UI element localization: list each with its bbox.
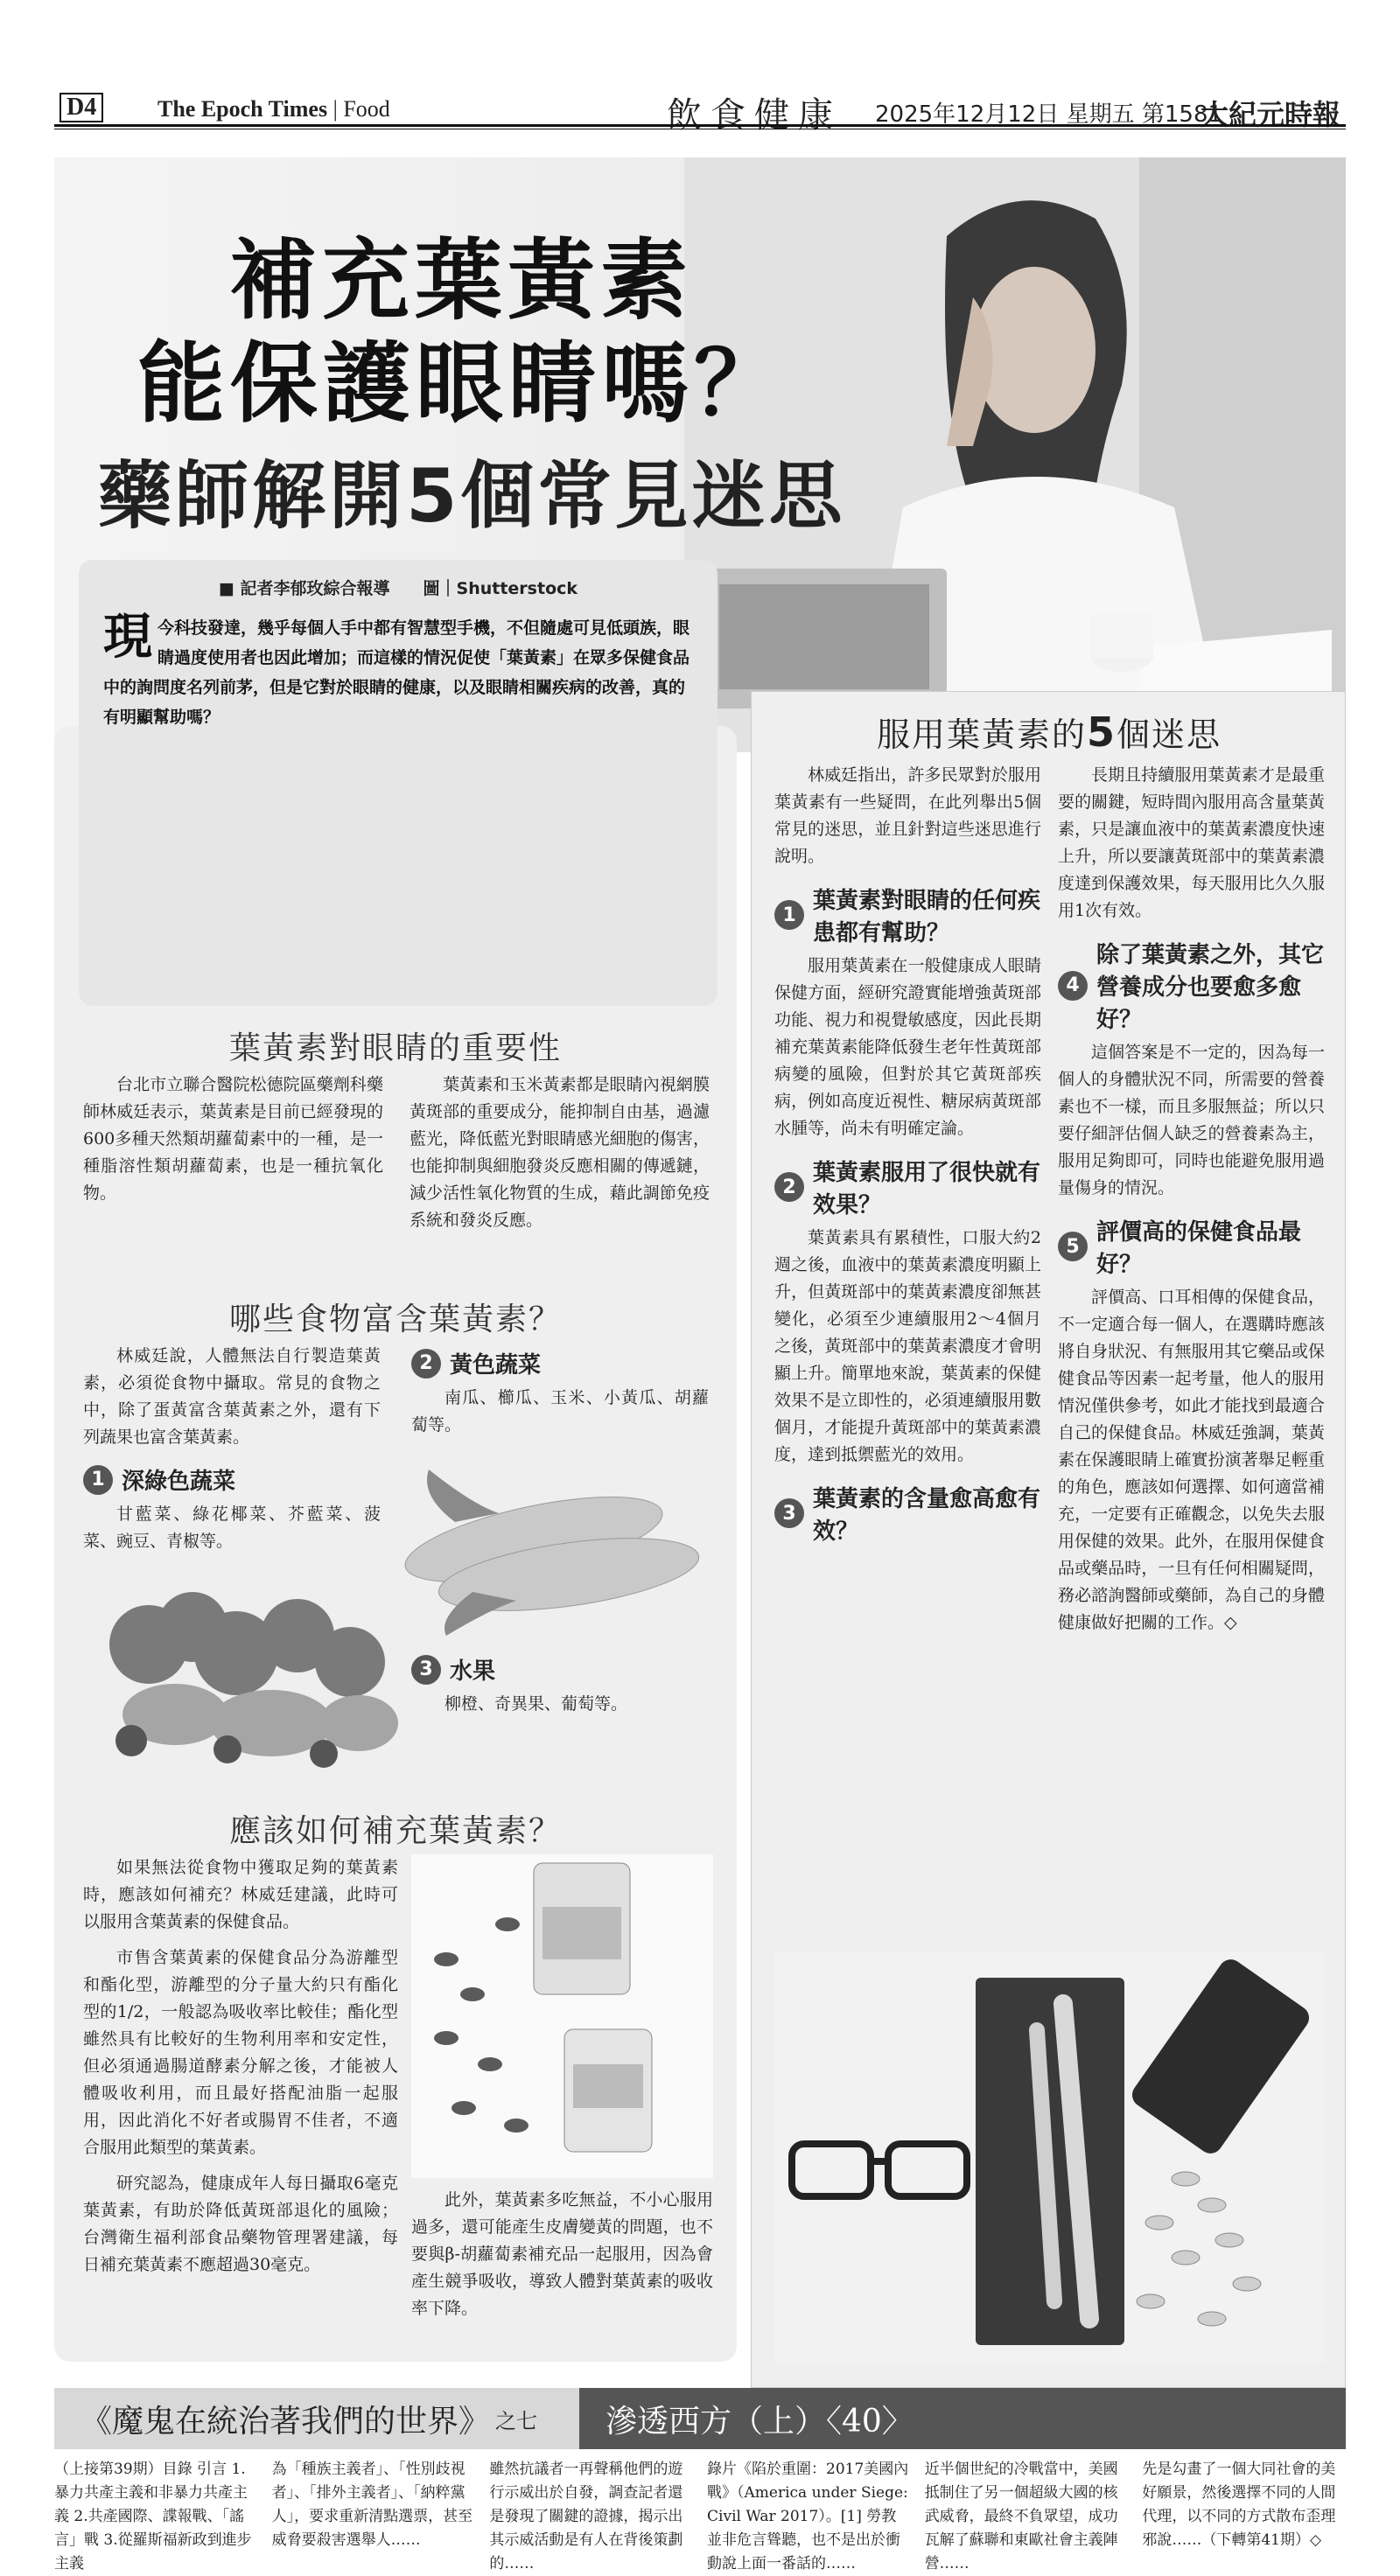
number-badge: 1 — [83, 1465, 113, 1495]
section-heading-how: 應該如何補充葉黃素？ — [228, 1813, 562, 1849]
myth-question — [774, 1481, 1041, 1546]
myth-question — [774, 1155, 1041, 1219]
series-column: 錄片《陷於重圍：2017美國內戰》（America under Siege: Civil War 2017）。[1] 勞教並非危言聳聽，也不是出於衝動說上面一番話的…… — [707, 2461, 909, 2573]
masthead-logo: 大紀元時報 — [1200, 98, 1340, 131]
food-item-text: 甘藍菜、綠花椰菜、芥藍菜、菠菜、豌豆、青椒等。 — [83, 1504, 381, 1551]
myth-question-text: 葉黃素對眼睛的任何疾患都有幫助？ — [813, 888, 1041, 946]
myths-left-column — [774, 762, 1041, 1546]
vegetables-image — [96, 1574, 411, 1767]
number-badge: 2 — [774, 1172, 804, 1202]
series-column: （上接第39期）目錄 引言 1.暴力共產主義和非暴力共產主義 2.共產國際、諜報戰、「謠言」戰 3.從羅斯福新政到進步主義 — [54, 2461, 252, 2573]
how-left-column — [83, 1854, 398, 2279]
series-columns — [54, 2458, 1346, 2573]
myth-answer: 服用葉黃素在一般健康成人眼睛保健方面，經研究證實能增強黃斑部功能、視力和視覺敏感度，因此長期補充葉黃素能降低發生老年性黃斑部病變的風險，但對於其它黃斑部疾病，例如高度近視性、糖尿病黃斑部水腫等，尚未有明確定論。 — [774, 956, 1041, 1138]
paragraph: 此外，葉黃素多吃無益，不小心服用過多，還可能產生皮膚變黃的問題，也不要與β-胡蘿蔔素補充品一起服用，因為會產生競爭吸收，導致人體對葉黃素的吸收率下降。 — [411, 2190, 713, 2318]
myths-right-column — [1058, 762, 1325, 1660]
number-badge: 1 — [774, 900, 804, 930]
myth-answer: 葉黃素具有累積性，口服大約2週之後，血液中的葉黃素濃度明顯上升，但黃斑部中的葉黃素濃度卻無甚變化，必須至少連續服用2～4個月之後，黃斑部中的葉黃素濃度才會明顯上升。簡單地來說，葉黃素的保健效果不是立即性的，必須連續服用數個月，才能提升黃斑部中的葉黃素濃度，達到抵禦藍光的效用。 — [774, 1228, 1041, 1464]
headline-line-2: 能保護眼睛嗎？ — [137, 332, 787, 435]
series-part: 之七 — [495, 2408, 538, 2433]
brand-line: The Epoch Times | Food — [158, 96, 390, 122]
page-header — [54, 91, 1346, 136]
myth-question-text: 評價高的保健食品最好？ — [1096, 1219, 1302, 1278]
food-item-text: 柳橙、奇異果、葡萄等。 — [444, 1694, 628, 1714]
number-badge: 3 — [411, 1655, 441, 1685]
myth-question-text: 葉黃素服用了很快就有效果？ — [813, 1160, 1041, 1218]
paragraph: 葉黃素和玉米黃素都是眼睛內視網膜黃斑部的重要成分，能抑制自由基，過濾藍光，降低藍光對眼睛感光細胞的傷害，也能抑制與細胞發炎反應相關的傳遞鏈，減少活性氧化物質的生成，藉此調節免疫系統和發炎反應。 — [410, 1075, 710, 1230]
supplement-bottles-image — [411, 1854, 713, 2178]
myths-heading-post: 個迷思 — [1116, 716, 1222, 754]
drop-cap: 現 — [103, 609, 152, 666]
section-heading-foods: 哪些食物富含葉黃素？ — [228, 1302, 562, 1337]
myth-question — [774, 883, 1041, 947]
myth-question-text: 葉黃素的含量愈高愈有效？ — [813, 1486, 1041, 1545]
lead-box — [79, 560, 718, 1006]
series-title: 《魔鬼在統治著我們的世界》 — [80, 2403, 491, 2440]
myths-box — [751, 691, 1346, 2388]
brand-section: Food — [343, 96, 390, 122]
number-badge: 3 — [774, 1498, 804, 1528]
foods-right-column — [411, 1347, 709, 1439]
series-banner — [54, 2388, 1346, 2449]
dateline: 2025年12月12日 星期五 第1581 — [875, 101, 1223, 128]
food-item-title — [411, 1653, 709, 1686]
food-item-label: 黃色蔬菜 — [450, 1352, 542, 1379]
series-column: 近半個世紀的冷戰當中，美國抵制住了另一個超級大國的核武威脅，最終不負眾望，成功瓦解了蘇聯和東歐社會主義陣營…… — [924, 2461, 1118, 2573]
myth-question — [1058, 937, 1325, 1034]
series-column: 雖然抗議者一再聲稱他們的遊行示威出於自發，調查記者還是發現了關鍵的證據，揭示出其示威活動是有人在背後策劃的…… — [489, 2461, 683, 2573]
section-importance-body — [83, 1072, 710, 1273]
food-item-title — [83, 1463, 381, 1496]
number-badge: 2 — [411, 1349, 441, 1379]
header-rule-thick — [54, 124, 1346, 127]
headline-line-1: 補充葉黃素 — [229, 229, 693, 332]
paragraph: 市售含葉黃素的保健食品分為游離型和酯化型，游離型的分子量大約只有酯化型的1/2，一般認為吸收率比較佳；酯化型雖然具有比較好的生物利用率和安定性，但必須通過腸道酵素分解之後，才能被人體吸收利用，而且最好搭配油脂一起服用，因此消化不好者或腸胃不佳者，不適合服用此類型的葉黃素。 — [83, 1948, 398, 2157]
foods-fruit — [411, 1653, 709, 1718]
lead-text: 今科技發達，幾乎每個人手中都有智慧型手機，不但隨處可見低頭族，眼睛過度使用者也因此增加；而這樣的情況促使「葉黃素」在眾多保健食品中的詢問度名列前茅，但是它對於眼睛的健康，以及眼睛相關疾病的改善，真的有明顯幫助嗎？ — [103, 618, 690, 727]
series-column: 先是勾畫了一個大同社會的美好願景，然後選擇不同的人間代理，以不同的方式散布歪理邪說……（下轉第41期）◇ — [1142, 2461, 1336, 2549]
number-badge: 4 — [1058, 971, 1088, 1001]
brand-name: The Epoch Times — [158, 96, 328, 122]
paragraph: 研究認為，健康成年人每日攝取6毫克葉黃素，有助於降低黃斑部退化的風險；台灣衛生福利部食品藥物管理署建議，每日補充葉黃素不應超過30毫克。 — [83, 2174, 398, 2274]
myth-question-text: 除了葉黃素之外，其它營養成分也要愈多愈好？ — [1096, 942, 1325, 1033]
foods-left-column — [83, 1343, 381, 1555]
food-item-label: 水果 — [450, 1658, 496, 1685]
byline: ■ 記者李郁玫綜合報導 圖｜Shutterstock — [218, 579, 578, 598]
paragraph: 如果無法從食物中獲取足夠的葉黃素時，應該如何補充？林威廷建議，此時可以服用含葉黃素的保健食品。 — [83, 1858, 398, 1931]
paragraph: 林威廷指出，許多民眾對於服用葉黃素有一些疑問，在此列舉出5個常見的迷思，並且針對這些迷思進行說明。 — [774, 765, 1041, 866]
myths-heading-number: 5 — [1086, 709, 1116, 756]
glasses-carrots-pills-image — [774, 1951, 1324, 2363]
food-item-text: 南瓜、櫛瓜、玉米、小黃瓜、胡蘿蔔等。 — [411, 1388, 709, 1435]
paragraph: 林威廷說，人體無法自行製造葉黃素，必須從食物中攝取。常見的食物之中，除了蛋黃富含葉黃素之外，還有下列蔬果也富含葉黃素。 — [83, 1346, 381, 1447]
myth-answer: 評價高、口耳相傳的保健食品，不一定適合每一個人，在選購時應該將自身狀況、有無服用其它藥品或保健食品等因素一起考量，他人的服用情況僅供參考，如此才能找到最適合自己的保健食品。林威廷強調，葉黃素在保護眼睛上確實扮演著舉足輕重的角色，應該如何選擇、如何適當補充，一定要有正確觀念，以免失去服用保健的效果。此外，在服用保健食品或藥品時，一旦有任何相關疑問，務必諮詢醫師或藥師，為自己的身體健康做好把關的工作。◇ — [1058, 1288, 1325, 1632]
number-badge: 5 — [1058, 1232, 1088, 1261]
section-title: 飲食健康 — [667, 95, 842, 136]
series-column: 為「種族主義者」、「性別歧視者」、「排外主義者」、「納粹黨人」，要求重新清點選票，甚至威脅要殺害選舉人…… — [271, 2461, 473, 2549]
headline-subtitle: 藥師解開5個常見迷思 — [98, 453, 846, 539]
paragraph: 台北市立聯合醫院松德院區藥劑科藥師林威廷表示，葉黃素是目前已經發現的600多種天然類胡蘿蔔素中的一種，是一種脂溶性類胡蘿蔔素，也是一種抗氧化物。 — [83, 1075, 383, 1203]
myth-question — [1058, 1214, 1325, 1279]
food-item-label: 深綠色蔬菜 — [122, 1469, 236, 1495]
page-number: D4 — [60, 93, 103, 122]
corn-image — [420, 1443, 718, 1644]
myth-answer: 這個答案是不一定的，因為每一個人的身體狀況不同，所需要的營養素也不一樣，而且多服無益；所以只要仔細評估個人缺乏的營養素為主，服用足夠即可，同時也能避免服用過量傷身的情況。 — [1058, 1043, 1325, 1197]
myths-heading — [752, 708, 1347, 756]
myths-heading-pre: 服用葉黃素的 — [876, 716, 1087, 754]
lead-paragraph — [103, 609, 693, 732]
how-right-column — [411, 2187, 713, 2322]
myth-answer: 長期且持續服用葉黃素才是最重要的關鍵，短時間內服用高含量葉黃素，只是讓血液中的葉黃素濃度快速上升，所以要讓黃斑部中的葉黃素濃度達到保護效果，每天服用比久久服用1次有效。 — [1058, 765, 1325, 920]
food-item-title — [411, 1347, 709, 1379]
series-title-block — [54, 2388, 579, 2449]
chapter-title: 滲透西方（上）〈40〉 — [579, 2388, 1346, 2449]
section-heading-importance: 葉黃素對眼睛的重要性 — [228, 1030, 562, 1066]
